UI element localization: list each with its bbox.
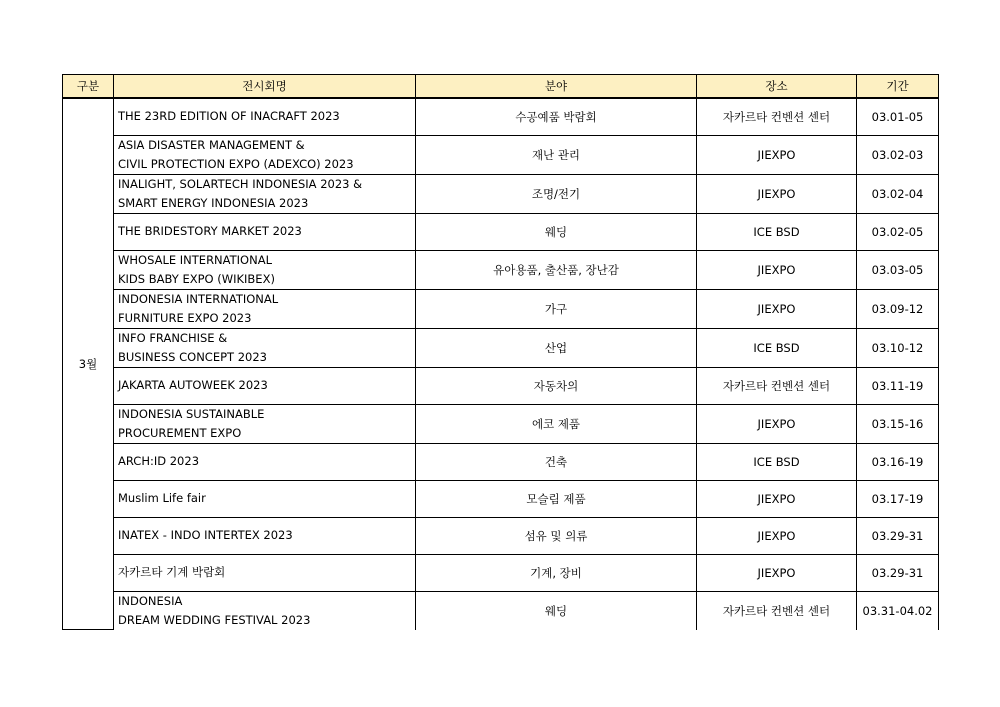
field-cell: 기계, 장비 xyxy=(416,554,697,591)
venue-cell: JIEXPO xyxy=(697,289,857,328)
exhibition-name-cell xyxy=(114,367,416,404)
period-cell: 03.16-19 xyxy=(857,443,939,480)
field-cell: 가구 xyxy=(416,289,697,328)
exhibition-table xyxy=(62,74,939,630)
table-row xyxy=(63,289,939,328)
field-cell: 조명/전기 xyxy=(416,174,697,213)
exhibition-name-line: PROCUREMENT EXPO xyxy=(118,425,242,440)
exhibition-name-line: INDONESIA SUSTAINABLE xyxy=(118,406,265,421)
table-row xyxy=(63,480,939,517)
field-cell: 자동차의 xyxy=(416,367,697,404)
exhibition-name-cell xyxy=(114,443,416,480)
period-cell: 03.11-19 xyxy=(857,367,939,404)
exhibition-name-line: BUSINESS CONCEPT 2023 xyxy=(118,349,267,364)
exhibition-name-line: JAKARTA AUTOWEEK 2023 xyxy=(118,378,268,392)
table-header-row xyxy=(63,75,939,99)
table-row xyxy=(63,328,939,367)
venue-cell: ICE BSD xyxy=(697,443,857,480)
exhibition-name-line: CIVIL PROTECTION EXPO (ADEXCO) 2023 xyxy=(118,156,354,171)
exhibition-name-cell xyxy=(114,213,416,250)
period-cell: 03.10-12 xyxy=(857,328,939,367)
exhibition-name-line: 자카르타 기계 박람회 xyxy=(118,565,226,579)
exhibition-name-cell xyxy=(114,250,416,289)
field-cell: 산업 xyxy=(416,328,697,367)
venue-cell: ICE BSD xyxy=(697,328,857,367)
period-cell: 03.02-04 xyxy=(857,174,939,213)
exhibition-name-cell xyxy=(114,289,416,328)
field-cell: 건축 xyxy=(416,443,697,480)
field-cell: 섬유 및 의류 xyxy=(416,517,697,554)
exhibition-name-cell xyxy=(114,480,416,517)
exhibition-name-line: KIDS BABY EXPO (WIKIBEX) xyxy=(118,271,275,286)
exhibition-name-cell xyxy=(114,517,416,554)
table-row xyxy=(63,213,939,250)
table-row xyxy=(63,135,939,174)
venue-cell: JIEXPO xyxy=(697,517,857,554)
table-row xyxy=(63,250,939,289)
exhibition-name-line: Muslim Life fair xyxy=(118,491,206,505)
period-cell: 03.29-31 xyxy=(857,554,939,591)
exhibition-name-cell xyxy=(114,404,416,443)
period-cell: 03.15-16 xyxy=(857,404,939,443)
venue-cell: JIEXPO xyxy=(697,174,857,213)
period-cell: 03.31-04.02 xyxy=(857,591,939,630)
month-cell: 3월 xyxy=(63,98,114,630)
table-row xyxy=(63,98,939,135)
exhibition-name-cell xyxy=(114,135,416,174)
exhibition-name-line: WHOSALE INTERNATIONAL xyxy=(118,252,272,267)
exhibition-name-cell xyxy=(114,98,416,135)
exhibition-name-line: DREAM WEDDING FESTIVAL 2023 xyxy=(118,612,311,627)
exhibition-name-line: ARCH:ID 2023 xyxy=(118,454,200,468)
venue-cell: JIEXPO xyxy=(697,480,857,517)
period-cell: 03.03-05 xyxy=(857,250,939,289)
table-row xyxy=(63,367,939,404)
exhibition-name-line: THE BRIDESTORY MARKET 2023 xyxy=(118,224,302,238)
field-cell: 웨딩 xyxy=(416,213,697,250)
field-cell: 모슬림 제품 xyxy=(416,480,697,517)
table-body xyxy=(63,98,939,630)
venue-cell: ICE BSD xyxy=(697,213,857,250)
table-row xyxy=(63,404,939,443)
period-cell: 03.17-19 xyxy=(857,480,939,517)
exhibition-name-cell xyxy=(114,328,416,367)
exhibition-name-line: INALIGHT, SOLARTECH INDONESIA 2023 & xyxy=(118,176,363,191)
venue-cell: 자카르타 컨벤션 센터 xyxy=(697,367,857,404)
venue-cell: 자카르타 컨벤션 센터 xyxy=(697,98,857,135)
exhibition-name-cell xyxy=(114,591,416,630)
table-row xyxy=(63,443,939,480)
header-period: 기간 xyxy=(857,75,939,99)
period-cell: 03.29-31 xyxy=(857,517,939,554)
exhibition-name-line: INATEX - INDO INTERTEX 2023 xyxy=(118,528,293,542)
exhibition-name-line: THE 23RD EDITION OF INACRAFT 2023 xyxy=(118,109,340,124)
header-venue: 장소 xyxy=(697,75,857,99)
period-cell: 03.01-05 xyxy=(857,98,939,135)
table-row xyxy=(63,554,939,591)
venue-cell: JIEXPO xyxy=(697,250,857,289)
venue-cell: JIEXPO xyxy=(697,554,857,591)
field-cell: 유아용품, 출산품, 장난감 xyxy=(416,250,697,289)
table-row xyxy=(63,591,939,630)
header-field: 분야 xyxy=(416,75,697,99)
exhibition-name-line: INDONESIA xyxy=(118,593,183,608)
period-cell: 03.02-05 xyxy=(857,213,939,250)
header-category: 구분 xyxy=(63,75,114,99)
table-row xyxy=(63,517,939,554)
venue-cell: 자카르타 컨벤션 센터 xyxy=(697,591,857,630)
header-exhibition-name: 전시회명 xyxy=(114,75,416,99)
venue-cell: JIEXPO xyxy=(697,135,857,174)
field-cell: 웨딩 xyxy=(416,591,697,630)
period-cell: 03.09-12 xyxy=(857,289,939,328)
exhibition-name-line: SMART ENERGY INDONESIA 2023 xyxy=(118,195,309,210)
field-cell: 에코 제품 xyxy=(416,404,697,443)
exhibition-name-cell xyxy=(114,554,416,591)
exhibition-name-line: ASIA DISASTER MANAGEMENT & xyxy=(118,137,305,152)
exhibition-name-line: INDONESIA INTERNATIONAL xyxy=(118,291,279,306)
exhibition-name-cell xyxy=(114,174,416,213)
field-cell: 수공예품 박람회 xyxy=(416,98,697,135)
exhibition-name-line: FURNITURE EXPO 2023 xyxy=(118,310,252,325)
table-row xyxy=(63,174,939,213)
exhibition-name-line: INFO FRANCHISE & xyxy=(118,330,228,345)
field-cell: 재난 관리 xyxy=(416,135,697,174)
period-cell: 03.02-03 xyxy=(857,135,939,174)
venue-cell: JIEXPO xyxy=(697,404,857,443)
